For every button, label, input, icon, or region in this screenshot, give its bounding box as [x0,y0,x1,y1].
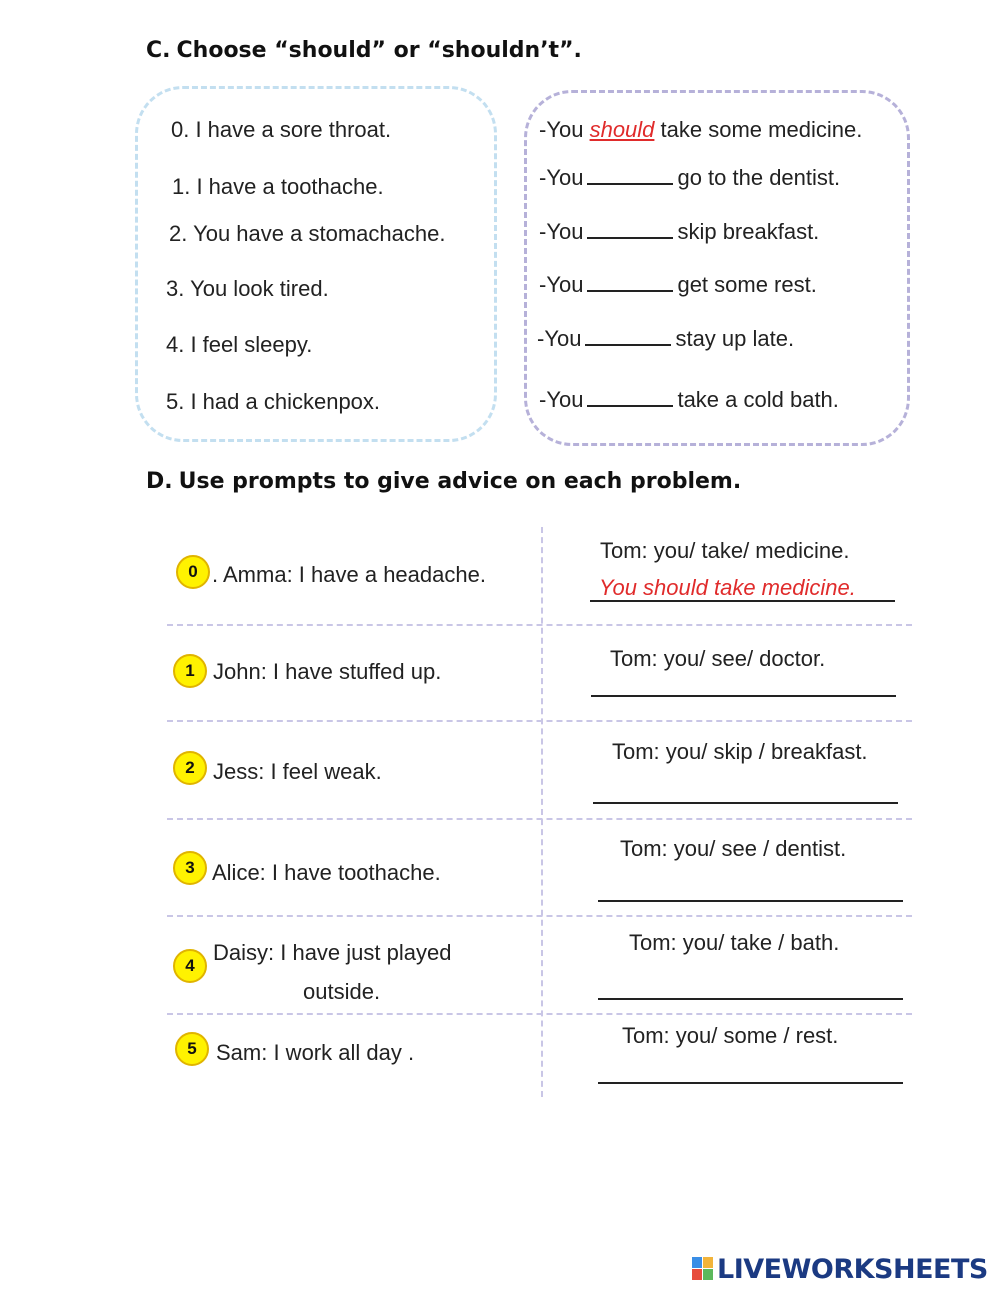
section-d-heading: D. Use prompts to give advice on each problem. [146,469,742,494]
answer-blank-3[interactable] [587,272,673,292]
advice-4: -You stay up late. [537,326,795,351]
row-divider [167,720,912,722]
number-badge-4: 4 [173,949,207,983]
problem-1: 1. I have a toothache. [172,174,384,199]
number-badge-0: 0 [176,555,210,589]
number-badge-2: 2 [173,751,207,785]
problem-text-3: Alice: I have toothache. [212,860,441,885]
liveworksheets-logo [692,1254,988,1284]
advice-1: -You go to the dentist. [539,165,841,190]
prompt-4: Tom: you/ take / bath. [629,930,840,955]
problem-text-5: Sam: I work all day . [216,1040,415,1065]
answer-line-5[interactable] [598,1082,903,1084]
number-badge-5: 5 [175,1032,209,1066]
problem-text-4-line2: outside. [303,979,381,1004]
logo-icon [692,1257,714,1281]
number-badge-1: 1 [173,654,207,688]
table-divider-vertical [541,527,543,1097]
problem-5: 5. I had a chickenpox. [166,389,381,414]
prompt-5: Tom: you/ some / rest. [622,1023,839,1048]
answer-line-4[interactable] [598,998,903,1000]
problem-3: 3. You look tired. [166,276,329,301]
prompt-3: Tom: you/ see / dentist. [620,836,847,861]
row-divider [167,624,912,626]
row-divider [167,818,912,820]
answer-blank-1[interactable] [587,165,673,185]
problem-4: 4. I feel sleepy. [166,332,313,357]
problem-text-4-line1: Daisy: I have just played [213,940,452,965]
answer-line-1[interactable] [591,695,896,697]
logo-text: LIVEWORKSHEETS [717,1253,988,1285]
answer-blank-5[interactable] [587,387,673,407]
advice-5: -You take a cold bath. [539,387,839,412]
answer-blank-4[interactable] [585,326,671,346]
problem-0: 0. I have a sore throat. [171,117,392,142]
answer-line-0 [590,600,895,602]
example-answer: should [589,117,655,142]
advice-3: -You get some rest. [539,272,817,297]
advice-2: -You skip breakfast. [539,219,820,244]
problem-text-0: . Amma: I have a headache. [212,562,486,587]
row-divider [167,915,912,917]
sample-answer: You should take medicine. [599,575,856,600]
row-divider [167,1013,912,1015]
number-badge-3: 3 [173,851,207,885]
advice-example: -You should take some medicine. [539,117,863,142]
answer-blank-2[interactable] [587,219,673,239]
prompt-1: Tom: you/ see/ doctor. [610,646,826,671]
section-c-heading: C. Choose “should” or “shouldn’t”. [146,38,582,63]
answer-line-2[interactable] [593,802,898,804]
prompt-0: Tom: you/ take/ medicine. [600,538,850,563]
problem-2: 2. You have a stomachache. [169,221,446,246]
prompt-2: Tom: you/ skip / breakfast. [612,739,868,764]
problem-text-1: John: I have stuffed up. [213,659,442,684]
answer-line-3[interactable] [598,900,903,902]
problem-text-2: Jess: I feel weak. [213,759,382,784]
